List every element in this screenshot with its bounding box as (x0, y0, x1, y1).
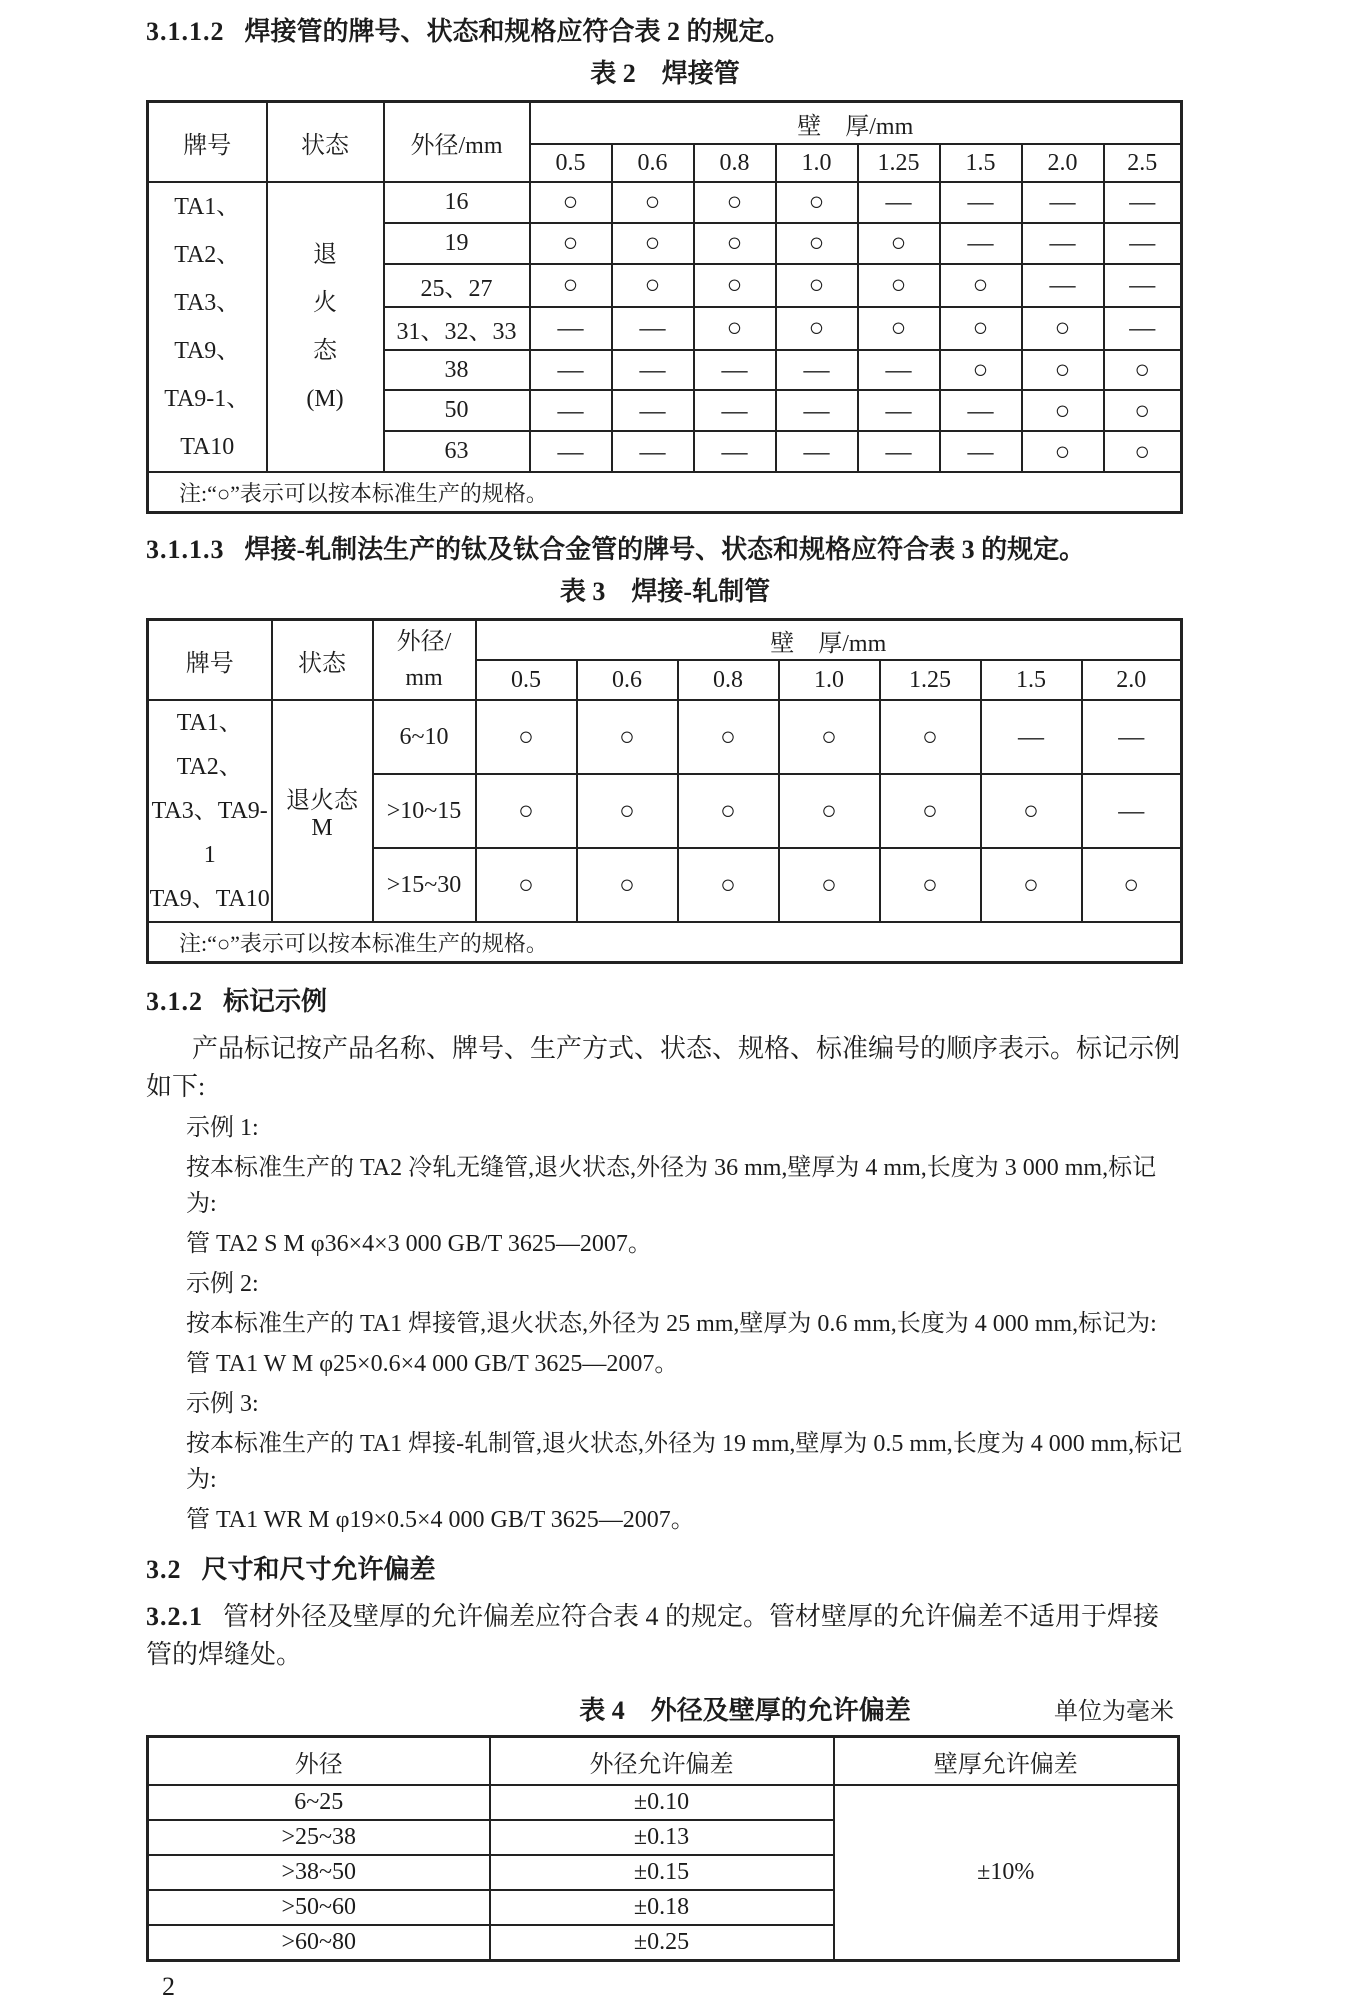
table-row (148, 1785, 1179, 1820)
od-cell: 6~25 (148, 1785, 490, 1820)
mark-cell: ○ (678, 774, 779, 848)
mark-cell: ○ (678, 848, 779, 922)
od-header-cell (373, 620, 476, 701)
marking-intro: 产品标记按产品名称、牌号、生产方式、状态、规格、标准编号的顺序表示。标记示例如下: (146, 1034, 1181, 1101)
mark-cell: ○ (1022, 390, 1104, 431)
mark-cell: ○ (880, 848, 981, 922)
thickness-header-cell: 2.5 (1104, 144, 1182, 182)
clause-321-paragraph (146, 1598, 1184, 1674)
grade-line: TA1、TA2、 (174, 194, 241, 268)
clause-number: 3.1.1.2 (146, 17, 225, 46)
mark-cell: ○ (694, 182, 776, 223)
tolerance-cell: ±0.15 (490, 1855, 834, 1890)
wall-thickness-header-cell: 壁 厚/mm (530, 102, 1182, 145)
table-4-title: 表 4 外径及壁厚的允许偏差 (579, 1696, 911, 1725)
table-row (148, 922, 1182, 963)
mark-cell: — (776, 431, 858, 472)
mark-cell: — (1022, 223, 1104, 264)
table-row (148, 182, 1182, 223)
mark-cell: — (1022, 264, 1104, 307)
clause-title: 标记示例 (223, 987, 328, 1016)
mark-cell: — (940, 431, 1022, 472)
mark-cell: — (858, 182, 940, 223)
clause-number: 3.2.1 (146, 1602, 203, 1631)
mark-cell: — (858, 390, 940, 431)
grade-line: TA9、TA10 (149, 886, 270, 912)
state-header-cell: 状态 (272, 620, 373, 701)
mark-cell: — (612, 307, 694, 350)
thickness-header-cell: 0.5 (530, 144, 612, 182)
mark-cell: ○ (981, 774, 1082, 848)
od-cell: >15~30 (373, 848, 476, 922)
mark-cell: — (694, 350, 776, 391)
od-cell: 31、32、33 (384, 307, 530, 350)
grade-line: TA1、TA2、 (176, 710, 243, 780)
mark-cell: ○ (776, 223, 858, 264)
mark-cell: — (694, 390, 776, 431)
example-mark: 管 TA1 WR M φ19×0.5×4 000 GB/T 3625—2007。 (186, 1507, 695, 1533)
mark-cell: ○ (776, 307, 858, 350)
mark-cell: ○ (1022, 307, 1104, 350)
od-cell: 63 (384, 431, 530, 472)
thickness-header-cell: 1.0 (779, 660, 880, 700)
od-cell: 19 (384, 223, 530, 264)
clause-number: 3.1.2 (146, 987, 203, 1016)
table-4-tolerances (146, 1735, 1180, 1962)
state-line: 火 (313, 290, 337, 316)
thickness-header-cell: 0.8 (678, 660, 779, 700)
thickness-header-cell: 1.5 (981, 660, 1082, 700)
mark-cell: — (530, 431, 612, 472)
od-cell: >50~60 (148, 1890, 490, 1925)
od-cell: >25~38 (148, 1820, 490, 1855)
clause-text: 焊接管的牌号、状态和规格应符合表 2 的规定。 (244, 17, 791, 46)
mark-cell: ○ (880, 700, 981, 774)
grade-header-cell: 牌号 (148, 102, 267, 183)
mark-cell: — (1104, 182, 1182, 223)
wall-thickness-header-cell: 壁 厚/mm (476, 620, 1182, 661)
wall-tolerance-header-cell: 壁厚允许偏差 (834, 1737, 1179, 1786)
mark-cell: ○ (858, 223, 940, 264)
state-line: 态 (313, 338, 337, 364)
od-cell: 50 (384, 390, 530, 431)
mark-cell: ○ (779, 774, 880, 848)
page-number: 2 (162, 1972, 175, 2001)
mark-cell: ○ (577, 774, 678, 848)
state-line: 退 (313, 242, 337, 268)
clause-number: 3.1.1.3 (146, 535, 225, 564)
mark-cell: ○ (678, 700, 779, 774)
example-mark: 管 TA2 S M φ36×4×3 000 GB/T 3625—2007。 (186, 1231, 652, 1257)
mark-cell: — (530, 390, 612, 431)
grade-cell (148, 700, 272, 922)
mark-cell: ○ (776, 182, 858, 223)
mark-cell: ○ (612, 182, 694, 223)
table-3-welded-rolled-pipe (146, 618, 1183, 964)
mark-cell: ○ (858, 307, 940, 350)
grade-line: TA9-1、 (164, 386, 251, 412)
thickness-header-cell: 1.25 (880, 660, 981, 700)
mark-cell: ○ (1104, 350, 1182, 391)
mark-cell: ○ (694, 264, 776, 307)
mark-cell: — (1082, 774, 1182, 848)
unit-label: 单位为毫米 (1054, 1699, 1174, 1725)
tolerance-cell: ±0.25 (490, 1925, 834, 1961)
mark-cell: ○ (476, 848, 577, 922)
mark-cell: ○ (694, 307, 776, 350)
mark-cell: — (612, 350, 694, 391)
state-cell (267, 182, 384, 472)
clause-text: 焊接-轧制法生产的钛及钛合金管的牌号、状态和规格应符合表 3 的规定。 (244, 535, 1086, 564)
grade-line: TA3、TA9-1 (151, 798, 268, 868)
mark-cell: — (776, 390, 858, 431)
mark-cell: — (530, 307, 612, 350)
od-cell: 38 (384, 350, 530, 391)
example-label: 示例 1: (186, 1115, 259, 1141)
mark-cell: ○ (940, 307, 1022, 350)
mark-cell: — (694, 431, 776, 472)
od-tolerance-header-cell: 外径允许偏差 (490, 1737, 834, 1786)
clause-text: 管材外径及壁厚的允许偏差应符合表 4 的规定。管材壁厚的允许偏差不适用于焊接管的焊缝处。 (146, 1602, 1160, 1669)
mark-cell: ○ (1022, 431, 1104, 472)
od-header-cell: 外径/mm (384, 102, 530, 183)
example-desc: 按本标准生产的 TA1 焊接-轧制管,退火状态,外径为 19 mm,壁厚为 0.5 mm,长度为 4 000 mm,标记为: (186, 1431, 1183, 1493)
table-4-caption (146, 1690, 1184, 1727)
od-header-line: mm (405, 665, 443, 691)
example-mark: 管 TA1 W M φ25×0.6×4 000 GB/T 3625—2007。 (186, 1351, 679, 1377)
mark-cell: — (1104, 223, 1182, 264)
example-label: 示例 2: (186, 1271, 259, 1297)
od-cell: >10~15 (373, 774, 476, 848)
mark-cell: ○ (779, 848, 880, 922)
mark-cell: — (530, 350, 612, 391)
clause-title: 尺寸和尺寸允许偏差 (201, 1555, 436, 1584)
mark-cell: ○ (476, 700, 577, 774)
mark-cell: — (940, 390, 1022, 431)
mark-cell: ○ (694, 223, 776, 264)
mark-cell: ○ (779, 700, 880, 774)
mark-cell: ○ (476, 774, 577, 848)
example-desc: 按本标准生产的 TA1 焊接管,退火状态,外径为 25 mm,壁厚为 0.6 mm,长度为 4 000 mm,标记为: (186, 1311, 1157, 1337)
mark-cell: ○ (940, 350, 1022, 391)
state-cell: 退火态 M (272, 700, 373, 922)
table-row (148, 472, 1182, 513)
grade-header-cell: 牌号 (148, 620, 272, 701)
wall-tolerance-cell: ±10% (834, 1785, 1179, 1961)
thickness-header-cell: 1.0 (776, 144, 858, 182)
od-header-line: 外径/ (396, 629, 452, 655)
mark-cell: — (612, 431, 694, 472)
thickness-header-cell: 1.25 (858, 144, 940, 182)
thickness-header-cell: 2.0 (1082, 660, 1182, 700)
state-header-cell: 状态 (267, 102, 384, 183)
mark-cell: ○ (530, 223, 612, 264)
mark-cell: — (776, 350, 858, 391)
od-cell: 25、27 (384, 264, 530, 307)
grade-cell (148, 182, 267, 472)
example-desc: 按本标准生产的 TA2 冷轧无缝管,退火状态,外径为 36 mm,壁厚为 4 mm,长度为 3 000 mm,标记为: (186, 1155, 1157, 1217)
mark-cell: ○ (880, 774, 981, 848)
od-cell: >38~50 (148, 1855, 490, 1890)
clause-number: 3.2 (146, 1555, 182, 1584)
thickness-header-cell: 0.5 (476, 660, 577, 700)
mark-cell: — (1104, 307, 1182, 350)
table-2-title: 表 2 焊接管 (590, 59, 740, 88)
mark-cell: ○ (530, 264, 612, 307)
mark-cell: — (858, 350, 940, 391)
mark-cell: — (858, 431, 940, 472)
thickness-header-cell: 0.8 (694, 144, 776, 182)
clause-32-heading (146, 1552, 1184, 1588)
table-row (148, 700, 1182, 774)
mark-cell: ○ (776, 264, 858, 307)
mark-cell: ○ (612, 223, 694, 264)
mark-cell: ○ (858, 264, 940, 307)
mark-cell: ○ (1082, 848, 1182, 922)
state-line: (M) (306, 386, 344, 412)
mark-cell: ○ (940, 264, 1022, 307)
tolerance-cell: ±0.10 (490, 1785, 834, 1820)
mark-cell: — (1082, 700, 1182, 774)
mark-cell: — (940, 223, 1022, 264)
od-cell: >60~80 (148, 1925, 490, 1961)
grade-line: TA3、TA9、 (174, 290, 241, 364)
example-label: 示例 3: (186, 1391, 259, 1417)
od-cell: 16 (384, 182, 530, 223)
mark-cell: ○ (981, 848, 1082, 922)
table-note: 注:“○”表示可以按本标准生产的规格。 (148, 922, 1182, 963)
mark-cell: — (612, 390, 694, 431)
table-note: 注:“○”表示可以按本标准生产的规格。 (148, 472, 1182, 513)
thickness-header-cell: 0.6 (612, 144, 694, 182)
od-cell: 6~10 (373, 700, 476, 774)
mark-cell: ○ (612, 264, 694, 307)
mark-cell: ○ (577, 700, 678, 774)
clause-3112-heading (146, 14, 1184, 50)
od-header-cell: 外径 (148, 1737, 490, 1786)
thickness-header-cell: 0.6 (577, 660, 678, 700)
mark-cell: — (940, 182, 1022, 223)
mark-cell: ○ (1104, 431, 1182, 472)
clause-312-heading (146, 984, 1184, 1020)
grade-line: TA10 (180, 434, 235, 460)
mark-cell: — (1022, 182, 1104, 223)
mark-cell: ○ (530, 182, 612, 223)
tolerance-cell: ±0.13 (490, 1820, 834, 1855)
mark-cell: — (1104, 264, 1182, 307)
table-2-welded-pipe (146, 100, 1183, 514)
mark-cell: ○ (1104, 390, 1182, 431)
clause-3113-heading (146, 532, 1184, 568)
table-3-title: 表 3 焊接-轧制管 (559, 577, 771, 606)
mark-cell: ○ (1022, 350, 1104, 391)
thickness-header-cell: 1.5 (940, 144, 1022, 182)
tolerance-cell: ±0.18 (490, 1890, 834, 1925)
mark-cell: ○ (577, 848, 678, 922)
mark-cell: — (981, 700, 1082, 774)
thickness-header-cell: 2.0 (1022, 144, 1104, 182)
